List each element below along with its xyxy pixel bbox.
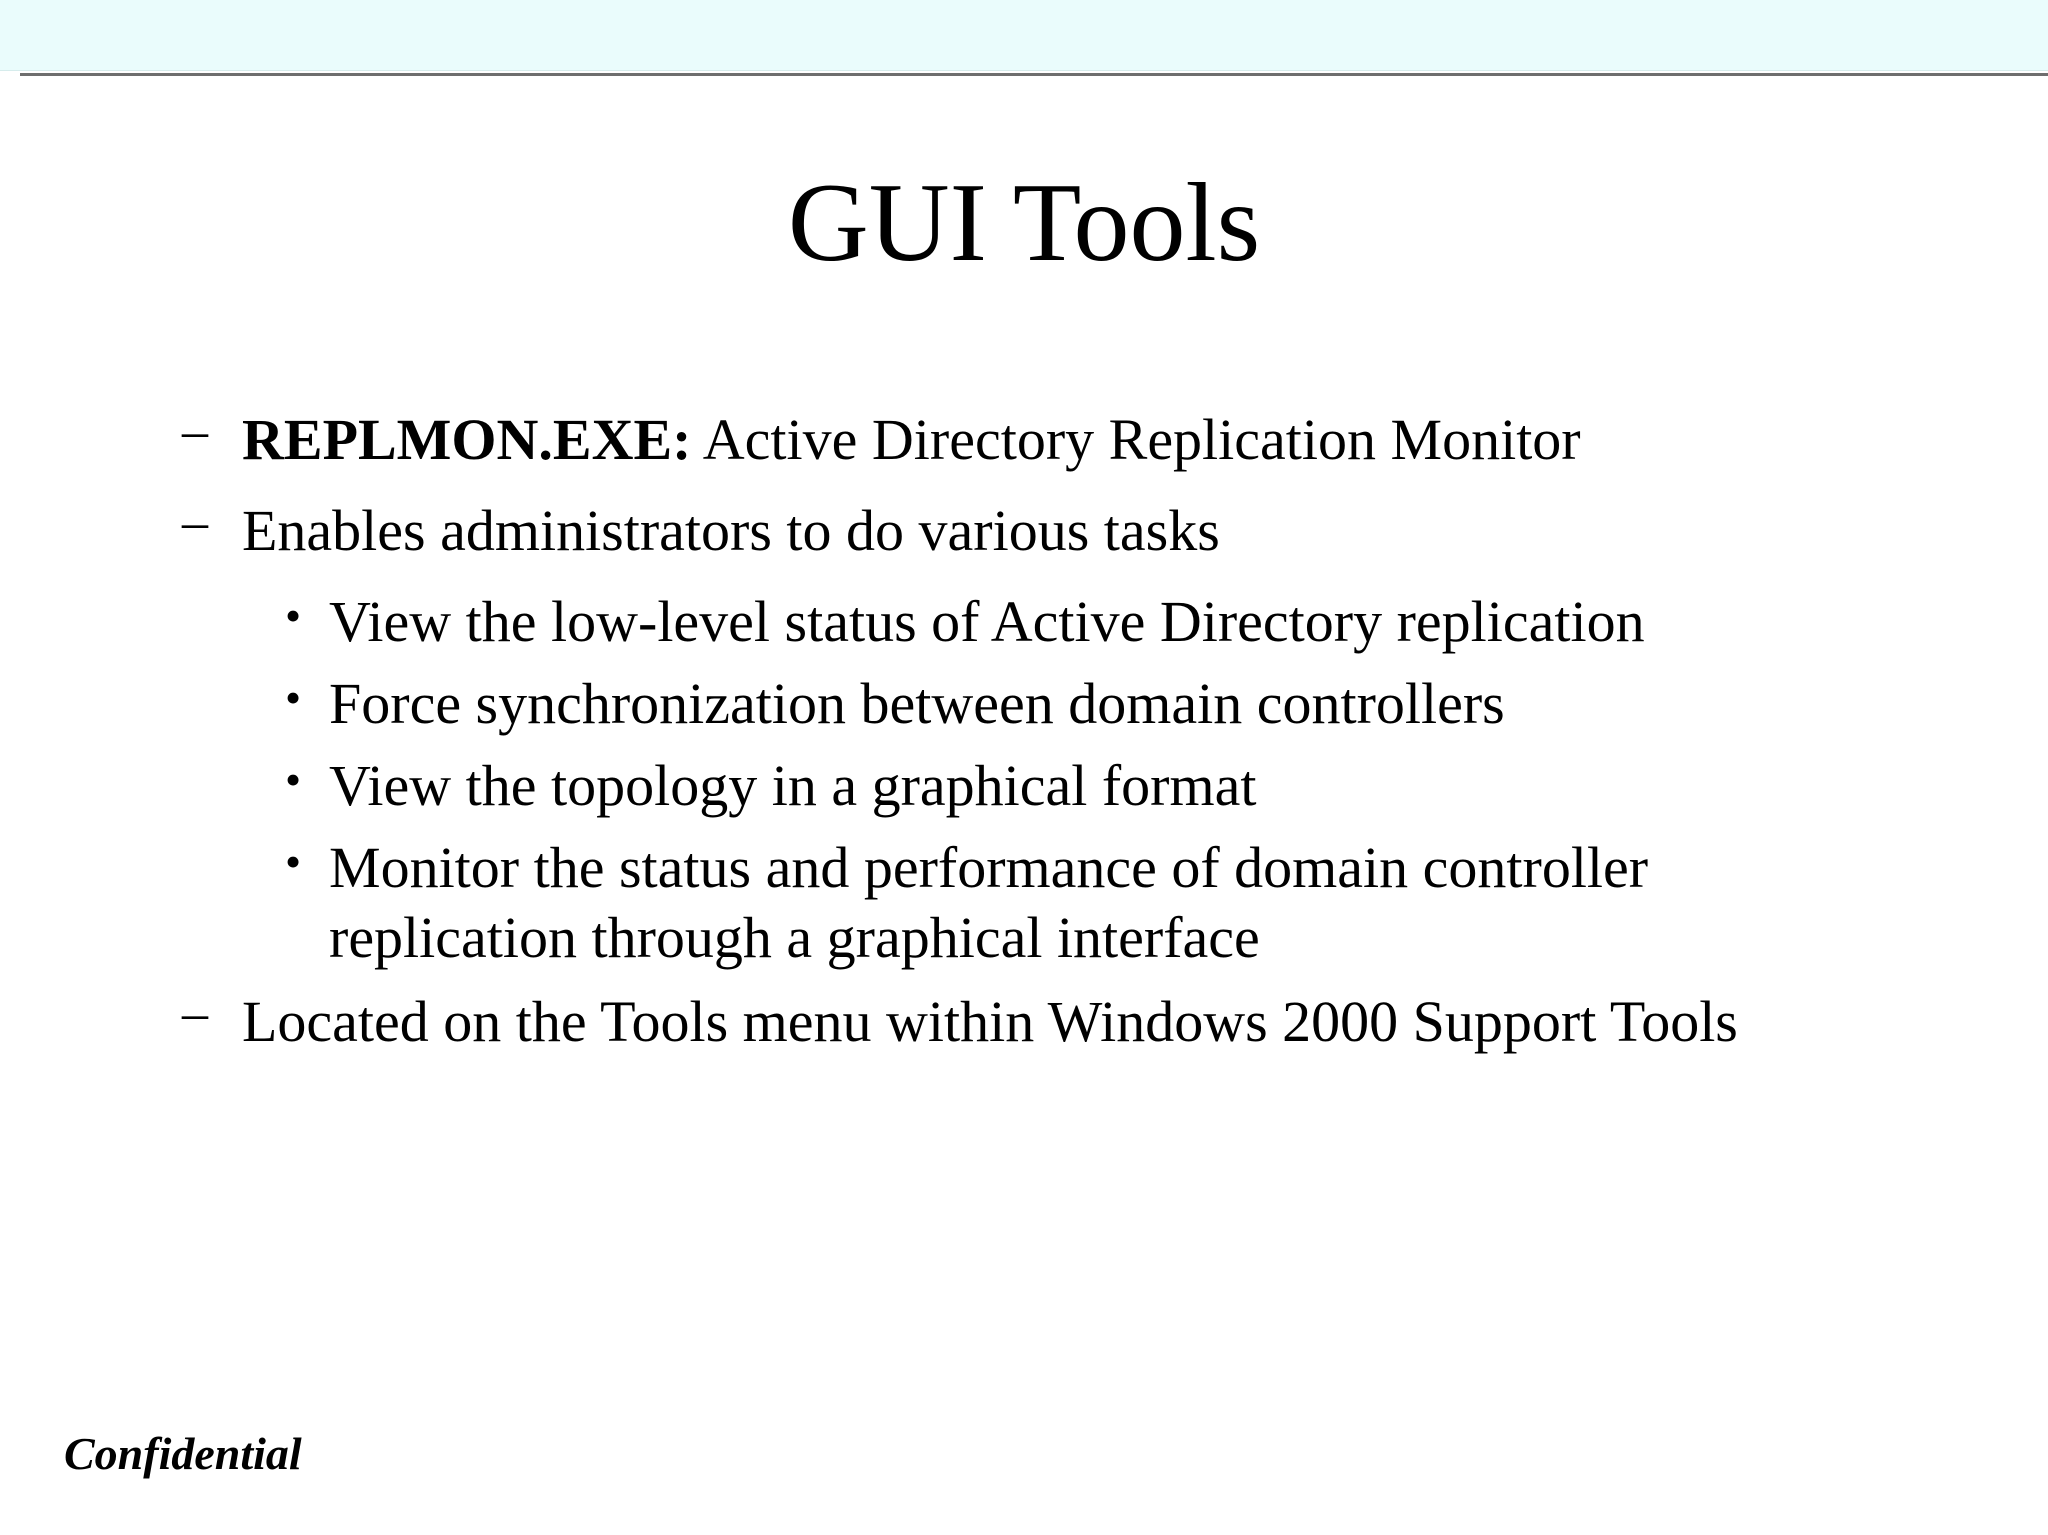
sub-bullet-text-line1: Monitor the status and performance of domain controller xyxy=(329,835,1649,900)
dot-marker: • xyxy=(285,836,302,887)
sub-bullet-text-line2: replication through a graphical interface xyxy=(329,905,1260,970)
sub-bullet-text: Force synchronization between domain controllers xyxy=(329,671,1505,736)
dot-marker: • xyxy=(285,590,302,641)
bullet-text xyxy=(242,405,1581,475)
header-divider xyxy=(20,73,2048,76)
header-band xyxy=(0,0,2048,71)
sub-bullet-text: View the low-level status of Active Directory replication xyxy=(329,589,1645,654)
bullet-text-rest: Active Directory Replication Monitor xyxy=(691,407,1581,472)
sub-bullet-text: View the topology in a graphical format xyxy=(329,753,1257,818)
slide-title: GUI Tools xyxy=(787,161,1261,285)
bullet-text: Enables administrators to do various tasks xyxy=(242,498,1220,563)
dot-marker: • xyxy=(285,754,302,805)
footer-confidential: Confidential xyxy=(64,1428,302,1479)
dash-marker: – xyxy=(182,494,208,551)
dot-marker: • xyxy=(285,672,302,723)
bullet-text: Located on the Tools menu within Windows 2000 Support Tools xyxy=(242,989,1738,1054)
dash-marker: – xyxy=(182,403,208,460)
dash-marker: – xyxy=(182,985,208,1042)
bullet-bold-prefix: REPLMON.EXE: xyxy=(242,407,692,472)
